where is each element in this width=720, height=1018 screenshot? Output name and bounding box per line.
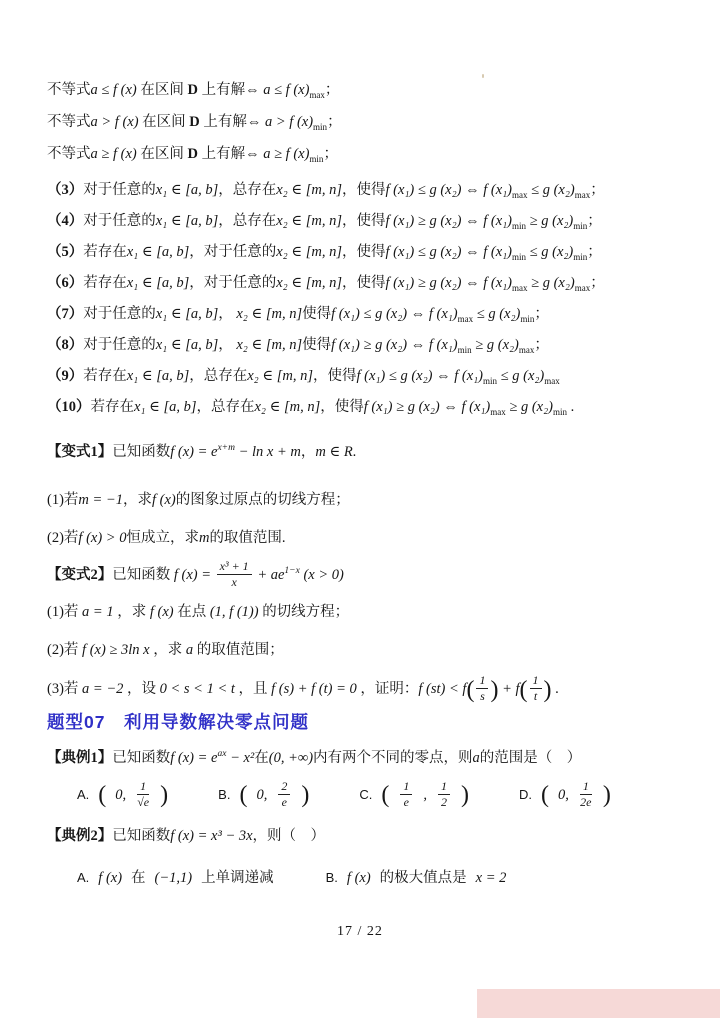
variant2-part3 (47, 674, 682, 704)
superscript: x+m (217, 443, 235, 453)
text-run: ； (590, 275, 605, 291)
big-paren: ( (519, 676, 528, 703)
fraction (137, 780, 149, 810)
text-run: 已知函数 (112, 567, 174, 583)
bold-text: D (187, 82, 198, 98)
variant1-part2 (47, 528, 682, 548)
text-run: . (551, 680, 559, 697)
text-run: (2)若 (47, 530, 79, 546)
choice-c: C. ( $\frac{1}{e}$ , $\frac{1}{2}$ ) (359, 778, 469, 810)
superscript: ax (217, 748, 227, 759)
section-label: 【典例1】 (47, 749, 113, 766)
math-run: f (x) > 0 (78, 530, 127, 546)
text-run: ，总存在 (189, 368, 248, 384)
subscript: max (490, 407, 506, 417)
math-run: − ln x + m (234, 444, 301, 460)
math-run: x₁ ∈ [a, b] (126, 244, 190, 260)
fraction-denominator: x (231, 575, 237, 590)
text-run: 的范围是（ ） (479, 749, 582, 766)
math-run: m = −1 (78, 492, 123, 508)
watermark-bar (477, 989, 720, 1018)
text-run: 若存在 (90, 399, 134, 415)
subscript: min (313, 122, 328, 132)
bold-text: D (187, 146, 198, 162)
text-run: 的取值范围； (193, 641, 284, 658)
choice-b (326, 868, 507, 888)
text-run: ； (590, 182, 605, 198)
text-run: 上有解 (199, 114, 247, 130)
math-run: x₂ ∈ [m, n] (276, 182, 342, 198)
math-run: ≤ g (x₂) (527, 182, 575, 198)
fraction-numerator: 1 (137, 780, 149, 795)
big-paren: ( (466, 676, 475, 703)
bold-text: （8） (47, 337, 84, 353)
math-run: f (x) (151, 492, 176, 508)
text-run: 对于任意的 (83, 337, 156, 353)
text-run: 在区间 (142, 114, 190, 130)
math-run: x₁ ∈ [a, b] (155, 182, 219, 198)
variant2-part2 (47, 640, 682, 660)
rule-3 (47, 180, 682, 200)
subscript: min (512, 252, 527, 262)
text-run: ； (534, 337, 549, 353)
subscript: min (552, 407, 567, 417)
math-run: x₁ ∈ [a, b] (134, 399, 197, 415)
math-run: 0, (256, 786, 268, 803)
text-run: 上有解 (197, 146, 246, 162)
rule-6 (47, 273, 682, 293)
math-run: f (x₁) ≥ g (x₂) ⇔ f (x₁) (331, 337, 458, 353)
text-run: ，则（ ） (252, 827, 326, 844)
math-run: x₂ ∈ [m, n] (254, 399, 321, 415)
math-run: (x > 0) (299, 567, 344, 583)
inequality-rule-1 (47, 80, 682, 100)
math-run: a = −2 (82, 680, 124, 697)
choice-a: A. ( 0, $\frac{1}{√e}$ ) (77, 778, 169, 810)
text-run: ，总存在 (218, 213, 277, 229)
math-run: ≤ g (x₂) (526, 244, 574, 260)
text-run: 不等式 (47, 146, 91, 162)
text-run: 的切线方程； (258, 603, 350, 620)
example1-choices (47, 780, 682, 810)
inequality-rule-3 (47, 144, 682, 164)
text-run: ； (587, 244, 602, 260)
section-label: 【典例2】 (47, 827, 113, 844)
math-run: ≥ g (x₂) (527, 275, 575, 291)
choice-b: B. ( 0, $\frac{2}{e}$ ) (218, 778, 310, 810)
text-run: 的取值范围. (209, 530, 286, 546)
bold-text: （6） (47, 275, 84, 291)
text-run: 不等式 (47, 114, 91, 130)
math-run: (1, f (1)) (209, 603, 259, 620)
math-run: x₂ ∈ [m, n] (276, 244, 342, 260)
topic-title: 题型07 利用导数解决零点问题 (47, 711, 309, 732)
math-run: f (x) (98, 869, 123, 886)
choice-label: C. (359, 786, 373, 802)
fraction-denominator: 2e (580, 795, 592, 810)
math-run: x₁ ∈ [a, b] (155, 306, 219, 322)
math-run: x₁ ∈ [a, b] (155, 337, 219, 353)
text-run: ，使得 (341, 213, 386, 229)
choice-a (77, 868, 274, 888)
math-run: x₁ ∈ [a, b] (155, 213, 219, 229)
math-run: a ≥ f (x) (90, 146, 141, 162)
text-run: ， (218, 337, 237, 353)
subscript: min (573, 252, 588, 262)
fraction-denominator: e (403, 795, 409, 810)
example2-stem (47, 826, 682, 846)
fraction (580, 780, 592, 810)
text-run: . (567, 399, 575, 415)
subscript: max (574, 283, 591, 293)
text-run: (1)若 (47, 603, 83, 620)
example2-choices (47, 868, 682, 888)
fraction-denominator: s (480, 689, 485, 704)
inequality-rule-2 (47, 112, 682, 132)
math-run: f (x₁) ≤ g (x₂) ⇔ f (x₁) (331, 306, 458, 322)
subscript: min (309, 154, 324, 164)
math-run: f (x₁) ≤ g (x₂) ⇔ f (x₁) (356, 368, 484, 384)
text-run: ，求 (149, 641, 186, 658)
text-run: ，使得 (341, 244, 386, 260)
rule-4 (47, 211, 682, 231)
fraction (530, 674, 542, 704)
rule-7 (47, 304, 682, 324)
subscript: min (573, 221, 588, 231)
math-run: f (x) = e (170, 749, 218, 766)
subscript: max (457, 314, 474, 324)
text-run: 在区间 (140, 82, 188, 98)
text-run: 对于任意的 (83, 213, 156, 229)
math-run: f (x) = (173, 567, 215, 583)
text-run: 在点 (173, 603, 210, 620)
fraction-denominator: 2 (440, 795, 447, 810)
bold-text: （4） (47, 213, 84, 229)
math-run: 0, (115, 786, 127, 803)
bold-text: （10） (47, 399, 91, 415)
text-run: ； (324, 82, 340, 98)
math-run: f (x₁) ≥ g (x₂) ⇔ f (x₁) (363, 399, 491, 415)
variant1-part1 (47, 490, 682, 510)
page-number: 17 / 22 (337, 924, 383, 939)
variant2-part1 (47, 602, 682, 622)
choice-label: B. (325, 869, 338, 885)
text-run: . (352, 444, 357, 460)
math-run: ⇔ a ≤ f (x) (245, 82, 310, 98)
text-run: (1)若 (47, 492, 79, 508)
math-run: f (x) (149, 603, 174, 620)
subscript: max (512, 283, 528, 293)
text-run: ，求 (122, 492, 152, 508)
math-run: a (185, 641, 194, 658)
math-run: ≥ g (x₂) (471, 337, 519, 353)
text-run: ，使得 (320, 399, 364, 415)
text-run: 内有两个不同的零点，则 (313, 749, 473, 766)
text-run: ， (218, 306, 237, 322)
math-run: a ≤ f (x) (90, 82, 141, 98)
choice-label: D. (518, 786, 532, 802)
fraction-denominator: e (281, 795, 287, 810)
math-run: x₂ ∈ [m, n] (276, 275, 342, 291)
text-run: 使得 (302, 337, 332, 353)
math-run: ≥ g (x₂) (526, 213, 574, 229)
text-run: 已知函数 (112, 749, 171, 766)
math-run: + f (498, 680, 520, 697)
fraction (476, 674, 488, 704)
text-run: ； (323, 146, 338, 162)
superscript: 1−x (284, 566, 300, 576)
subscript: min (512, 221, 527, 231)
choice-label: B. (218, 786, 231, 802)
fraction-denominator: t (533, 689, 538, 704)
math-run: (−1,1) (154, 869, 193, 886)
section-label: 【变式2】 (47, 567, 113, 583)
fraction-numerator: 2 (278, 780, 290, 795)
text-run: 若存在 (83, 244, 127, 260)
math-run: x₂ ∈ [m, n] (276, 213, 342, 229)
fraction-numerator: 1 (438, 780, 450, 795)
math-run: a (472, 749, 480, 766)
subscript: max (574, 190, 591, 200)
math-run: − x² (226, 749, 255, 766)
math-run: ≥ g (x₂) (505, 399, 553, 415)
text-run: ，对于任意的 (189, 244, 277, 260)
math-run: f (x₁) ≥ g (x₂) ⇔ f (x₁) (385, 213, 513, 229)
example1-stem (47, 748, 682, 768)
math-run: f (st) < f (418, 680, 467, 697)
math-run: f (x) ≥ 3ln x (82, 641, 150, 658)
math-run: , (423, 786, 427, 803)
text-run: 已知函数 (112, 827, 171, 844)
text-run: 使得 (302, 306, 332, 322)
math-run: x₂ ∈ [m, n] (236, 306, 303, 322)
paper-speck (482, 74, 484, 78)
math-run: f (x) = x³ − 3x (170, 827, 253, 844)
bold-text: （5） (47, 244, 84, 260)
math-run: m ∈ R (315, 444, 353, 460)
fraction-numerator: 1 (530, 674, 542, 689)
rule-9 (47, 366, 682, 386)
math-run: a > f (x) (90, 114, 143, 130)
math-run: (0, +∞) (268, 749, 314, 766)
fraction (400, 780, 412, 810)
math-run: a = 1 (82, 603, 114, 620)
text-run: (2)若 (47, 641, 83, 658)
rule-5 (47, 242, 682, 262)
subscript: min (483, 376, 498, 386)
math-run: x = 2 (475, 869, 507, 886)
text-run: 若存在 (83, 368, 127, 384)
text-run: ， (300, 444, 316, 460)
text-run: 已知函数 (112, 444, 171, 460)
section-label: 【变式1】 (47, 444, 113, 460)
math-run: ⇔ a > f (x) (246, 114, 314, 130)
text-run: 的极大值点是 (379, 869, 467, 886)
math-run: ⇔ a ≥ f (x) (245, 146, 310, 162)
text-run: ，使得 (312, 368, 357, 384)
subscript: max (518, 345, 535, 355)
text-run: 对于任意的 (83, 306, 156, 322)
text-run: 上有解 (197, 82, 246, 98)
text-run: ； (534, 306, 549, 322)
text-run: 不等式 (47, 82, 91, 98)
subscript: max (309, 90, 325, 100)
text-run: 在 (254, 749, 269, 766)
subscript: min (520, 314, 535, 324)
fraction-numerator: 1 (580, 780, 592, 795)
fraction (278, 780, 290, 810)
text-run: ，证明： (356, 680, 419, 697)
variant2-intro (47, 560, 682, 590)
math-run: f (s) + f (t) = 0 (271, 680, 357, 697)
big-paren: ) (490, 676, 499, 703)
math-run: ≤ g (x₂) (497, 368, 545, 384)
text-run: ，对于任意的 (189, 275, 277, 291)
math-run: f (x₁) ≤ g (x₂) ⇔ f (x₁) (385, 244, 513, 260)
fraction (438, 780, 450, 810)
variant1-intro (47, 442, 682, 462)
subscript: max (544, 376, 560, 386)
math-run: f (x₁) ≥ g (x₂) ⇔ f (x₁) (385, 275, 513, 291)
text-run: 若存在 (83, 275, 127, 291)
text-run: 恒成立，求 (126, 530, 199, 546)
math-run: 0, (557, 786, 569, 803)
choice-label: A. (77, 786, 90, 802)
text-run: ，总存在 (218, 182, 277, 198)
bold-text: （9） (47, 368, 84, 384)
text-run: ，求 (113, 603, 150, 620)
math-run: x₂ ∈ [m, n] (247, 368, 313, 384)
math-run: + ae (253, 567, 285, 583)
topic-heading (47, 712, 682, 734)
fraction-denominator: √e (137, 795, 150, 810)
page-content (47, 80, 682, 888)
text-run: ，总存在 (196, 399, 255, 415)
subscript: min (457, 345, 472, 355)
text-run: ，使得 (341, 275, 386, 291)
math-run: x₁ ∈ [a, b] (126, 368, 190, 384)
choice-label: A. (77, 869, 90, 885)
fraction-numerator: 1 (400, 780, 412, 795)
rule-8 (47, 335, 682, 355)
bold-text: （7） (47, 306, 84, 322)
fraction (217, 560, 252, 590)
bold-text: （3） (47, 182, 84, 198)
text-run: 对于任意的 (83, 182, 156, 198)
text-run: 在区间 (140, 146, 188, 162)
text-run: ； (327, 114, 342, 130)
math-run: x₂ ∈ [m, n] (236, 337, 303, 353)
math-run: 0 < s < 1 < t (159, 680, 235, 697)
text-run: 的图象过原点的切线方程； (175, 492, 350, 508)
text-run: ，且 (234, 680, 272, 697)
math-run: x₁ ∈ [a, b] (126, 275, 190, 291)
text-run: ； (587, 213, 602, 229)
fraction-numerator: x³ + 1 (217, 560, 252, 575)
math-run: ≤ g (x₂) (473, 306, 521, 322)
fraction-numerator: 1 (476, 674, 488, 689)
math-run: m (198, 530, 210, 546)
text-run: 在 (131, 869, 146, 886)
big-paren: ) (543, 676, 552, 703)
rule-10 (47, 397, 682, 417)
math-run: f (x) (346, 869, 371, 886)
text-run: ，设 (123, 680, 160, 697)
text-run: 上单调递减 (201, 869, 274, 886)
bold-text: D (189, 114, 200, 130)
subscript: max (512, 190, 528, 200)
text-run: ，使得 (341, 182, 386, 198)
text-run: (3)若 (47, 680, 83, 697)
math-run: f (x₁) ≤ g (x₂) ⇔ f (x₁) (385, 182, 513, 198)
math-run: f (x) = e (170, 444, 218, 460)
choice-d: D. ( 0, $\frac{1}{2e}$ ) (518, 778, 611, 810)
